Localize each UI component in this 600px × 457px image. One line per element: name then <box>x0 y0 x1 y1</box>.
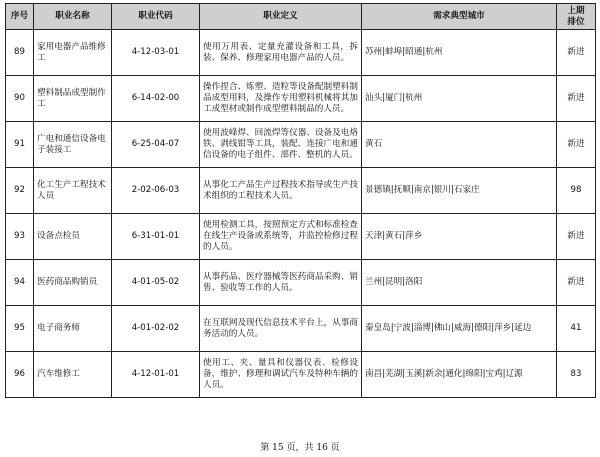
cell-code: 4-01-02-02 <box>112 306 200 352</box>
cell-definition: 使用万用表、定量充灌设备和工具，拆装、保养、修理家用电器产品的人员。 <box>200 30 362 76</box>
cell-name: 塑料制品成型制作工 <box>34 76 112 122</box>
header-seq: 序号 <box>6 4 34 30</box>
cell-seq: 92 <box>6 168 34 214</box>
cell-cities: 天津|黄石|萍乡 <box>362 214 557 260</box>
header-prev-rank-line1: 上期 <box>567 5 585 16</box>
cell-code: 4-01-05-02 <box>112 260 200 306</box>
cell-seq: 89 <box>6 30 34 76</box>
cell-name: 广电和通信设备电子装接工 <box>34 122 112 168</box>
cell-cities: 兰州|昆明|洛阳 <box>362 260 557 306</box>
cell-definition: 使用波峰焊、回流焊等仪器、设备及电烙铁、剥线钳等工具，装配、连接广电和通信设备的电子组件、部件、整机的人员。 <box>200 122 362 168</box>
header-prev-rank-line2: 排位 <box>567 16 585 27</box>
cell-code: 2-02-06-03 <box>112 168 200 214</box>
cell-seq: 95 <box>6 306 34 352</box>
cell-name: 家用电器产品维修工 <box>34 30 112 76</box>
cell-definition: 从事药品、医疗器械等医药商品采购、销售、验收等工作的人员。 <box>200 260 362 306</box>
cell-cities: 景德镇|抚顺|南京|银川|石家庄 <box>362 168 557 214</box>
cell-seq: 96 <box>6 352 34 398</box>
cell-cities: 汕头|厦门|杭州 <box>362 76 557 122</box>
cell-prev-rank: 新进 <box>557 30 596 76</box>
cell-cities: 南昌|芜湖|玉溪|新余|通化|绵阳|宝鸡|辽源 <box>362 352 557 398</box>
cell-code: 6-31-01-01 <box>112 214 200 260</box>
table-row <box>6 30 596 76</box>
cell-seq: 94 <box>6 260 34 306</box>
cell-name: 设备点检员 <box>34 214 112 260</box>
cell-prev-rank: 98 <box>557 168 596 214</box>
cell-prev-rank: 新进 <box>557 76 596 122</box>
cell-definition: 在互联网及现代信息技术平台上，从事商务活动的人员。 <box>200 306 362 352</box>
cell-cities: 苏州|蚌埠|昭通|杭州 <box>362 30 557 76</box>
cell-prev-rank: 新进 <box>557 122 596 168</box>
cell-prev-rank: 新进 <box>557 260 596 306</box>
cell-cities: 秦皇岛|宁波|淄博|佛山|威海|德阳|萍乡|延边 <box>362 306 557 352</box>
cell-definition: 使用检测工具，按照预定方式和标准检查在线生产设备或系统等，并监控检修过程的人员。 <box>200 214 362 260</box>
cell-name: 电子商务师 <box>34 306 112 352</box>
cell-prev-rank: 83 <box>557 352 596 398</box>
occupation-table <box>5 3 596 398</box>
cell-seq: 91 <box>6 122 34 168</box>
header-definition: 职业定义 <box>200 4 362 30</box>
cell-name: 化工生产工程技术人员 <box>34 168 112 214</box>
cell-prev-rank: 41 <box>557 306 596 352</box>
table-row <box>6 168 596 214</box>
cell-definition: 使用工、夹、量具和仪器仪表、检修设备，维护、修理和调试汽车及特种车辆的人员。 <box>200 352 362 398</box>
header-prev-rank <box>557 4 596 30</box>
table-row <box>6 76 596 122</box>
cell-name: 汽车维修工 <box>34 352 112 398</box>
cell-name: 医药商品购销员 <box>34 260 112 306</box>
cell-definition: 操作捏合、炼塑、造粒等设备配制塑料制品成型用料，及操作专用塑料机械将其加工成型材或制作成型塑料制品的人员。 <box>200 76 362 122</box>
table-row <box>6 352 596 398</box>
cell-code: 4-12-01-01 <box>112 352 200 398</box>
header-row <box>6 4 596 30</box>
cell-cities: 黄石 <box>362 122 557 168</box>
cell-definition: 从事化工产品生产过程技术指导或生产技术组织的工程技术人员。 <box>200 168 362 214</box>
header-name: 职业名称 <box>34 4 112 30</box>
header-cities: 需求典型城市 <box>362 4 557 30</box>
table-row <box>6 122 596 168</box>
cell-code: 4-12-03-01 <box>112 30 200 76</box>
cell-seq: 93 <box>6 214 34 260</box>
cell-code: 6-25-04-07 <box>112 122 200 168</box>
table-row <box>6 260 596 306</box>
cell-seq: 90 <box>6 76 34 122</box>
cell-code: 6-14-02-00 <box>112 76 200 122</box>
cell-prev-rank: 新进 <box>557 214 596 260</box>
table-row <box>6 306 596 352</box>
header-code: 职业代码 <box>112 4 200 30</box>
page-number: 第 15 页，共 16 页 <box>260 443 340 453</box>
table-row <box>6 214 596 260</box>
